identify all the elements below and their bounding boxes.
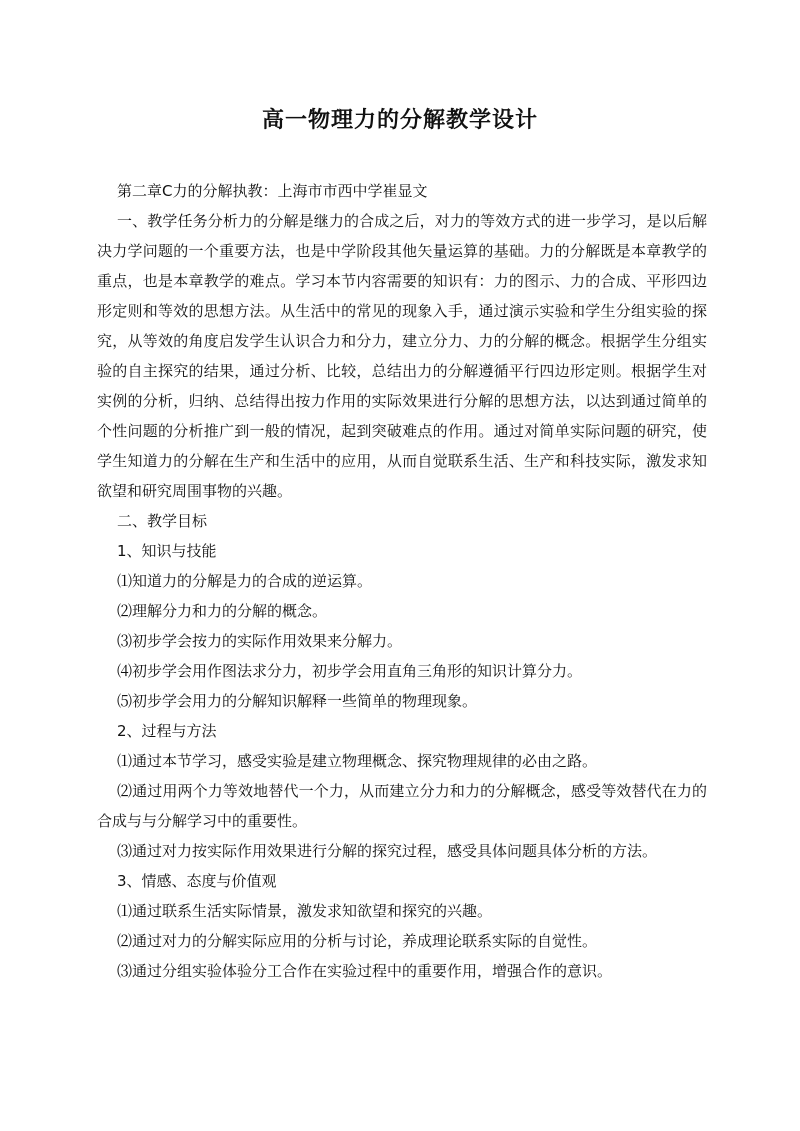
goal-item: ⑷初步学会用作图法求分力，初步学会用直角三角形的知识计算分力。 xyxy=(117,662,583,680)
goal-item: ⑸初步学会用力的分解知识解释一些简单的物理现象。 xyxy=(117,692,478,710)
goal-item: ⑴通过联系生活实际情景，激发求知欲望和探究的兴趣。 xyxy=(117,902,493,920)
goal-item: ⑵通过用两个力等效地替代一个力，从而建立分力和力的分解概念，感受等效替代在力的合成与与分解学习中的重要性。 xyxy=(97,782,707,830)
subsection-2-heading: 2、过程与方法 xyxy=(117,722,217,740)
goal-item: ⑶初步学会按力的实际作用效果来分解力。 xyxy=(117,632,403,650)
document-title: 高一物理力的分解教学设计 xyxy=(261,108,538,133)
goal-item: ⑵通过对力的分解实际应用的分析与讨论，养成理论联系实际的自觉性。 xyxy=(117,932,598,950)
subsection-1-heading: 1、知识与技能 xyxy=(117,542,217,560)
subsection-3-heading: 3、情感、态度与价值观 xyxy=(117,872,277,890)
goal-item: ⑶通过分组实验体验分工合作在实验过程中的重要作用，增强合作的意识。 xyxy=(117,962,613,980)
document-body xyxy=(97,176,707,986)
section-2-heading: 二、教学目标 xyxy=(117,512,208,530)
section-1-paragraph: 一、教学任务分析力的分解是继力的合成之后，对力的等效方式的进一步学习，是以后解决力学问题的一个重要方法，也是中学阶段其他矢量运算的基础。力的分解既是本章教学的重点，也是本章教学的难点。学习本节内容需要的知识有：力的图示、力的合成、平形四边形定则和等效的思想方法。从生活中的常见的现象入手，通过演示实验和学生分组实验的探究，从等效的角度启发学生认识合力和分力，建立分力、力的分解的概念。根据学生分组实验的自主探究的结果，通过分析、比较，总结出力的分解遵循平行四边形定则。根据学生对实例的分析，归纳、总结得出按力作用的实际效果进行分解的思想方法，以达到通过简单的个性问题的分析推广到一般的情况，起到突破难点的作用。通过对简单实际问题的研究，使学生知道力的分解在生产和生活中的应用，从而自觉联系生活、生产和科技实际，激发求知欲望和研究周围事物的兴趣。 xyxy=(97,212,707,500)
goal-item: ⑵理解分力和力的分解的概念。 xyxy=(117,602,328,620)
goal-item: ⑴通过本节学习，感受实验是建立物理概念、探究物理规律的必由之路。 xyxy=(117,752,598,770)
goal-item: ⑴知道力的分解是力的合成的逆运算。 xyxy=(117,572,373,590)
goal-item: ⑶通过对力按实际作用效果进行分解的探究过程，感受具体问题具体分析的方法。 xyxy=(117,842,658,860)
byline: 第二章C力的分解执教：上海市市西中学崔显文 xyxy=(117,182,428,200)
